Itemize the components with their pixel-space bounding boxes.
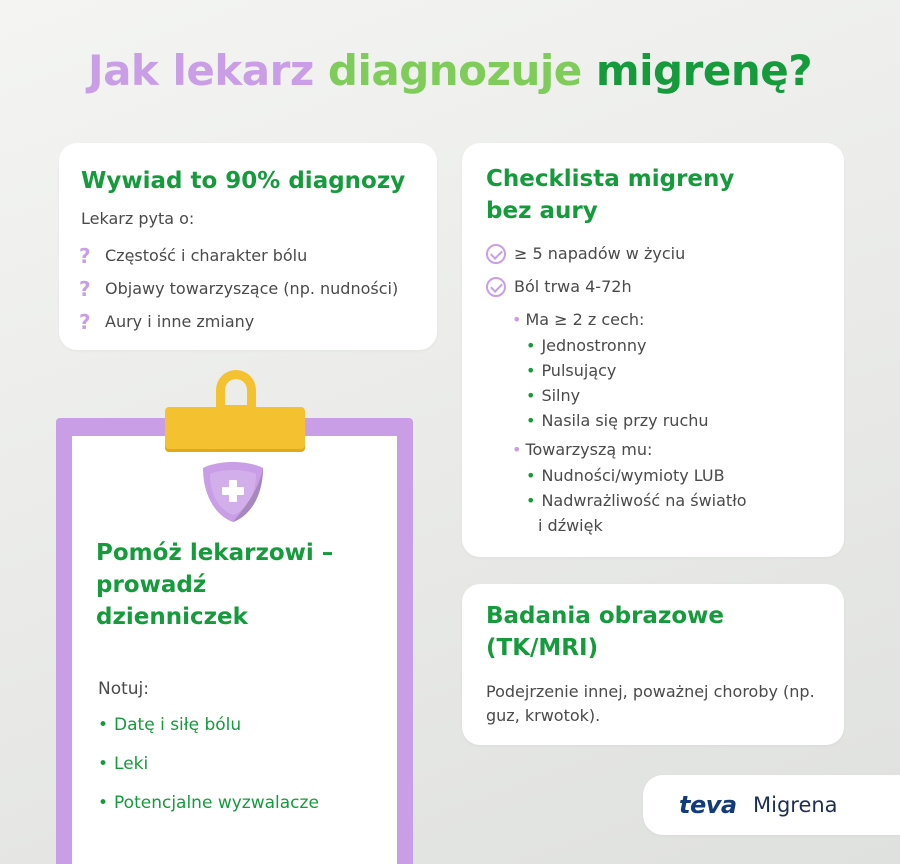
list-item xyxy=(79,305,398,338)
imaging-card xyxy=(462,584,844,745)
list-item: • Jednostronny xyxy=(526,336,647,355)
list-item: • Nadwrażliwość na światło xyxy=(526,491,747,510)
imaging-text: Podejrzenie innej, poważnej choroby (np. guz, krwotok). xyxy=(486,682,815,725)
list-item: • Nudności/wymioty LUB xyxy=(526,466,725,485)
list-item: • Potencjalne wyzwalacze xyxy=(98,793,319,813)
list-item xyxy=(79,239,398,272)
interview-item: Częstość i charakter bólu xyxy=(105,246,308,265)
checklist-checks xyxy=(486,237,685,303)
check-circle-icon xyxy=(486,277,506,297)
question-mark-icon: ? xyxy=(79,309,91,334)
check-item: Ból trwa 4-72h xyxy=(514,277,632,296)
interview-item: Aury i inne zmiany xyxy=(105,312,255,331)
list-item: • Leki xyxy=(98,754,149,774)
bullet-icon: • xyxy=(526,491,536,510)
question-mark-icon: ? xyxy=(79,276,91,301)
checklist-card xyxy=(462,143,844,557)
list-item xyxy=(486,270,685,303)
accompanying-lead: Towarzyszą mu: xyxy=(525,440,653,459)
list-item xyxy=(79,272,398,305)
bullet-icon: • xyxy=(526,361,536,380)
clipboard-clip-icon xyxy=(165,407,305,449)
interview-list xyxy=(79,239,398,338)
page-title xyxy=(0,46,900,95)
interview-intro: Lekarz pyta o: xyxy=(81,209,195,228)
diary-lead: Notuj: xyxy=(98,679,150,699)
imaging-heading: Badania obrazowe (TK/MRI) xyxy=(486,603,724,661)
check-item: ≥ 5 napadów w życiu xyxy=(514,244,686,263)
bullet-icon: • xyxy=(98,793,109,813)
diary-heading: Pomóż lekarzowi – prowadź dzienniczek xyxy=(96,540,334,630)
interview-card xyxy=(59,143,437,350)
bullet-icon: • xyxy=(526,336,536,355)
title-part-3: migrenę? xyxy=(595,46,813,95)
bullet-icon: • xyxy=(98,754,109,774)
question-mark-icon: ? xyxy=(79,243,91,268)
checklist-heading: Checklista migreny bez aury xyxy=(486,166,735,224)
shield-cross-icon xyxy=(198,458,268,526)
list-item: • Nasila się przy ruchu xyxy=(526,411,709,430)
list-item: • Pulsujący xyxy=(526,361,617,380)
bullet-icon: • xyxy=(512,310,522,329)
interview-heading: Wywiad to 90% diagnozy xyxy=(81,168,406,194)
bullet-icon: • xyxy=(512,440,522,459)
accompanying-group xyxy=(512,437,747,538)
list-item: i dźwięk xyxy=(538,516,603,535)
bullet-icon: • xyxy=(526,386,536,405)
bullet-icon: • xyxy=(98,715,109,735)
list-item: • Datę i siłę bólu xyxy=(98,715,242,735)
brand-card xyxy=(643,775,900,835)
title-part-2: diagnozuje xyxy=(327,46,582,95)
bullet-icon: • xyxy=(526,466,536,485)
list-item xyxy=(486,237,685,270)
list-item: • Silny xyxy=(526,386,581,405)
features-group xyxy=(512,307,709,433)
teva-logo: teva xyxy=(679,791,737,819)
features-lead: Ma ≥ 2 z cech: xyxy=(525,310,645,329)
check-circle-icon xyxy=(486,244,506,264)
bullet-icon: • xyxy=(526,411,536,430)
brand-name: Migrena xyxy=(753,793,838,817)
title-part-1: Jak lekarz xyxy=(87,46,314,95)
interview-item: Objawy towarzyszące (np. nudności) xyxy=(105,279,399,298)
diary-list xyxy=(98,708,319,825)
